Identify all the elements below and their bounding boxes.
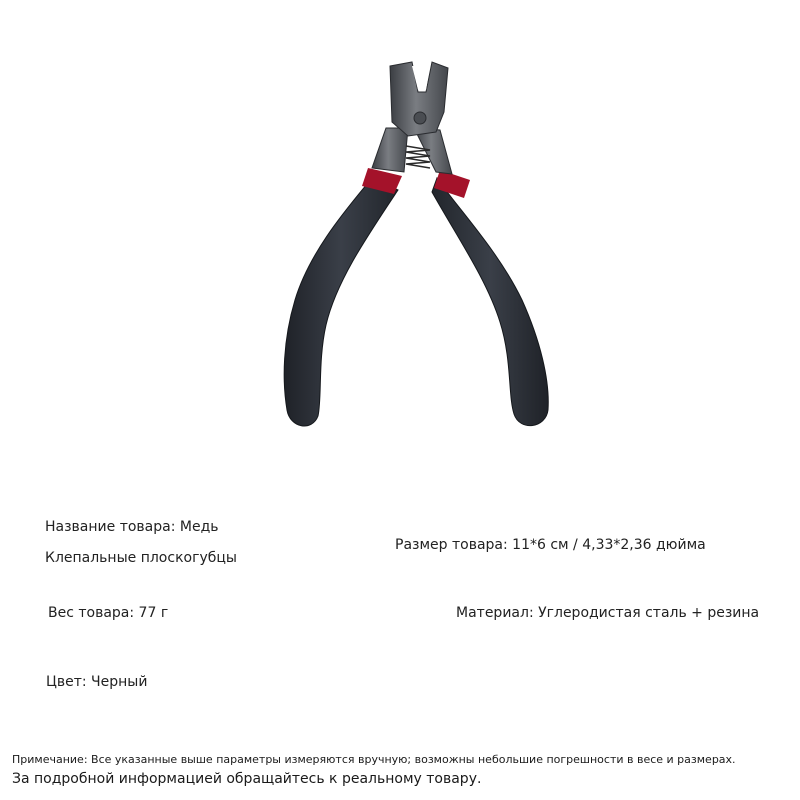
measurement-note: Примечание: Все указанные выше параметры измеряются вручную; возможны небольшие погрешности в весе и размерах. — [12, 753, 736, 766]
product-name-line2: Клепальные плоскогубцы — [45, 550, 237, 566]
spring — [406, 146, 430, 168]
product-weight-label: Вес товара: 77 г — [48, 605, 169, 621]
product-size-label: Размер товара: 11*6 см / 4,33*2,36 дюйма — [395, 537, 706, 553]
product-name-label: Название товара: Медь — [45, 519, 219, 535]
left-steel-arm — [372, 128, 408, 172]
product-material-label: Материал: Углеродистая сталь + резина — [456, 605, 760, 621]
reference-note: За подробной информацией обращайтесь к реальному товару. — [12, 771, 482, 787]
product-color-label: Цвет: Черный — [46, 674, 148, 690]
right-handle — [432, 178, 548, 426]
left-handle — [284, 178, 398, 426]
pivot — [414, 112, 426, 124]
